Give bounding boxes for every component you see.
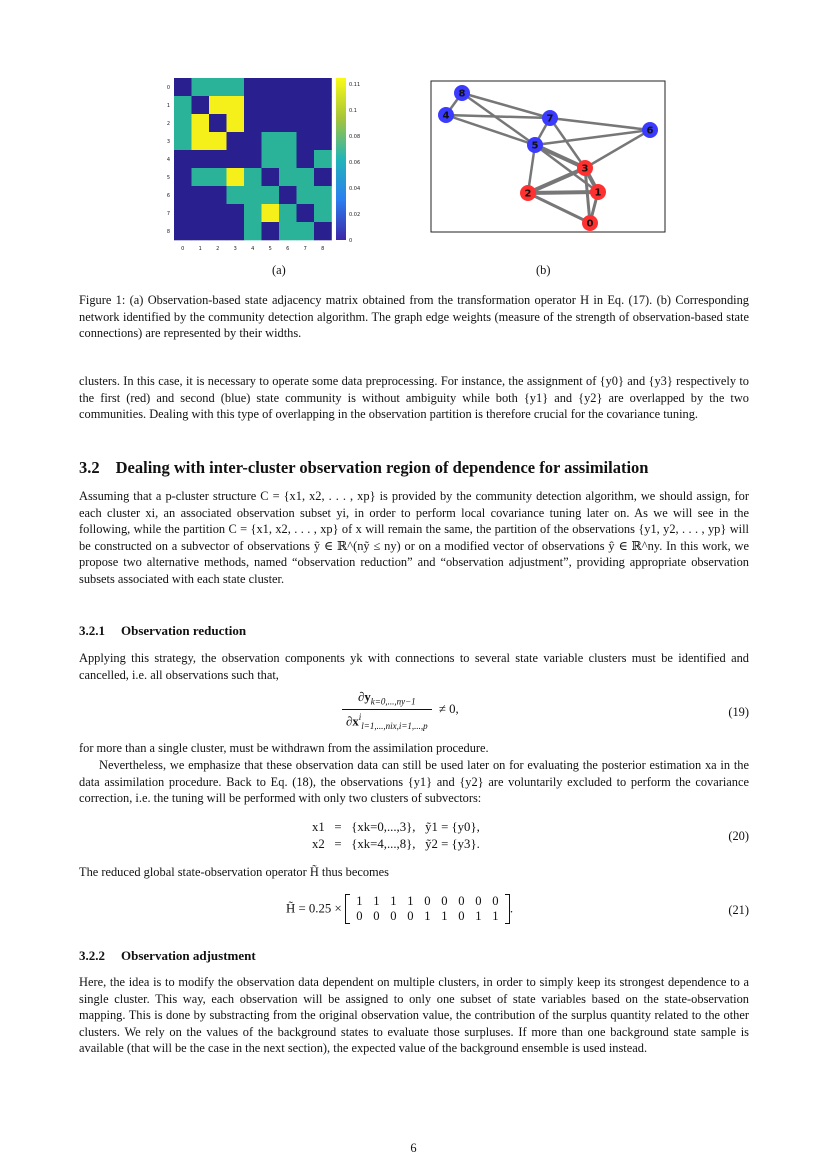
heatmap-cell xyxy=(174,96,192,114)
heatmap-cell xyxy=(244,204,262,222)
network-node-label: 1 xyxy=(594,187,602,199)
heatmap-cell xyxy=(192,168,210,186)
heatmap-cell xyxy=(262,114,280,132)
heatmap-cell xyxy=(244,78,262,96)
eq19-denominator: ∂x xyxy=(346,713,359,728)
subsection-title: Observation reduction xyxy=(121,623,247,638)
heatmap-cell xyxy=(227,186,245,204)
paragraph-more-than: for more than a single cluster, must be withdrawn from the assimilation procedure. xyxy=(79,741,489,755)
heatmap-row-tick: 3 xyxy=(166,139,170,145)
heatmap-cells xyxy=(174,78,332,240)
matrix-cell: 0 xyxy=(390,909,397,923)
heatmap-cell xyxy=(297,204,315,222)
matrix-cell: 1 xyxy=(373,894,380,908)
equation-19 xyxy=(342,690,459,730)
heatmap-row-tick: 8 xyxy=(166,229,170,235)
heatmap-cell xyxy=(192,96,210,114)
section-3-2-1-heading xyxy=(79,623,246,639)
heatmap-cell xyxy=(244,150,262,168)
heatmap-cell xyxy=(209,168,227,186)
heatmap-row-tick: 6 xyxy=(166,193,170,199)
figure-caption xyxy=(79,292,749,342)
heatmap-row-tick: 0 xyxy=(166,85,170,91)
heatmap-cell xyxy=(314,96,332,114)
matrix-cell: 0 xyxy=(492,894,499,908)
heatmap-cell xyxy=(227,150,245,168)
heatmap-cell xyxy=(174,186,192,204)
heatmap-cell xyxy=(297,222,315,240)
colorbar-tick: 0.02 xyxy=(349,212,360,218)
heatmap-colorbar xyxy=(336,78,360,244)
heatmap-col-tick: 7 xyxy=(303,246,307,252)
heatmap-row-tick: 1 xyxy=(166,103,170,109)
heatmap-cell xyxy=(262,96,280,114)
colorbar-tick: 0 xyxy=(349,238,353,244)
eq19-denominator-sup: i xyxy=(358,711,362,722)
heatmap-cell xyxy=(192,186,210,204)
heatmap-cell xyxy=(227,114,245,132)
subsection-number: 3.2.2 xyxy=(79,948,105,963)
matrix-cell: 1 xyxy=(390,894,397,908)
section-number: 3.2 xyxy=(79,458,100,477)
matrix-row xyxy=(351,894,504,909)
heatmap-row-tick: 4 xyxy=(166,157,170,163)
equation-20-row-2: x2 = {xk=4,...,8}, ỹ2 = {y3}. xyxy=(312,837,480,851)
equation-19-label: (19) xyxy=(728,705,749,719)
matrix-cell: 0 xyxy=(458,894,465,908)
paragraph-clusters: clusters. In this case, it is necessary to operate some data preprocessing. For instance, the assignment of {y0} and {y3} respectively to the first (red) and second (blue) state community is without ambiguity while both {y1} and {y2} are overlapped by the two communities. Dealing with this type of overlapping in the observation partition is therefore crucial for the covariance tuning. xyxy=(79,374,749,421)
eq21-lhs: H̃ = 0.25 × xyxy=(286,901,342,916)
heatmap-cell xyxy=(297,78,315,96)
network-edge xyxy=(528,192,598,193)
heatmap-cell xyxy=(174,168,192,186)
paragraph-assuming: Assuming that a p-cluster structure C = {x1, x2, . . . , xp} is provided by the community detection algorithm, we should assign, for each cluster xi, an associated observation subset yi, in order to perform local covariance tuning later on. As we will see in the following, while the partition C = {x1, x2, . . . , xp} of x will remain the same, the partition of the observations {y1, y2, . . . , yp} will be constructed on a subvector of observations ỹ ∈ ℝ^(nỹ ≤ ny) or on a modified vector of observations ŷ ∈ ℝ^ny. In this work, we propose two alternative methods, named “observation reduction” and “observation adjustment”, providing appropriate observation subsets associated with each state cluster. xyxy=(79,489,749,586)
matrix-cell: 1 xyxy=(441,909,448,923)
heatmap-cell xyxy=(279,132,297,150)
eq21-matrix xyxy=(345,894,510,924)
section-3-2-2-heading xyxy=(79,948,256,964)
heatmap-col-tick: 8 xyxy=(321,246,325,252)
heatmap-cell xyxy=(262,150,280,168)
community-network-graph xyxy=(430,80,670,236)
paragraph-nevertheless: Nevertheless, we emphasize that these observation data can still be used later on for evaluating the posterior estimation xa in the data assimilation procedure. Back to Eq. (18), the observations {y1} and {y2} are voluntarily excluded to perform the covariance correction, i.e. the tuning will be performed with only two clusters of subvectors: xyxy=(79,758,749,805)
heatmap-cell xyxy=(279,222,297,240)
heatmap-cell xyxy=(174,114,192,132)
colorbar-tick: 0.06 xyxy=(349,160,360,166)
heatmap-col-tick: 4 xyxy=(251,246,255,252)
heatmap-cell xyxy=(209,204,227,222)
network-node-label: 7 xyxy=(546,113,554,125)
caption-text: (a) Observation-based state adjacency matrix obtained from the transformation operator H in Eq. (17). (b) Corresponding network identified by the community detection algorithm. The graph edge weights (measure of the strength of observation-based state connections) are represented by their widths. xyxy=(79,293,749,340)
heatmap-cell xyxy=(209,132,227,150)
heatmap-cell xyxy=(279,114,297,132)
matrix-cell: 0 xyxy=(441,894,448,908)
heatmap-cell xyxy=(297,132,315,150)
heatmap-cell xyxy=(297,114,315,132)
colorbar-gradient xyxy=(336,78,346,240)
heatmap-cell xyxy=(227,132,245,150)
equation-21 xyxy=(286,894,513,924)
eq19-numerator-sub: k=0,...,ny−1 xyxy=(370,696,416,707)
heatmap-cell xyxy=(297,96,315,114)
heatmap-col-tick: 0 xyxy=(181,246,185,252)
heatmap-cell xyxy=(209,96,227,114)
equation-20-row-1: x1 = {xk=0,...,3}, ỹ1 = {y0}, xyxy=(312,820,480,834)
heatmap-cell xyxy=(279,168,297,186)
caption-prefix: Figure 1: xyxy=(79,293,126,307)
network-node-label: 8 xyxy=(458,88,466,100)
heatmap-cell xyxy=(227,222,245,240)
heatmap-cell xyxy=(244,186,262,204)
eq19-rhs: ≠ 0, xyxy=(438,702,459,717)
matrix-cell: 1 xyxy=(356,894,363,908)
eq19-denominator-sub: l=1,...,nix,i=1,...,p xyxy=(361,720,428,731)
heatmap-cell xyxy=(174,204,192,222)
adjacency-matrix-heatmap xyxy=(160,72,360,252)
network-node-label: 2 xyxy=(524,188,532,200)
colorbar-tick: 0.08 xyxy=(349,134,360,140)
heatmap-cell xyxy=(244,168,262,186)
heatmap-cell xyxy=(314,78,332,96)
heatmap-cell xyxy=(244,132,262,150)
network-node-label: 0 xyxy=(586,218,594,230)
heatmap-cell xyxy=(262,132,280,150)
network-frame xyxy=(431,81,665,232)
heatmap-cell xyxy=(314,168,332,186)
heatmap-cell xyxy=(262,222,280,240)
heatmap-col-ticks xyxy=(181,246,324,252)
colorbar-tick: 0.11 xyxy=(349,82,360,88)
heatmap-cell xyxy=(314,186,332,204)
heatmap-cell xyxy=(227,96,245,114)
colorbar-tick: 0.04 xyxy=(349,186,360,192)
equation-20-label: (20) xyxy=(728,829,749,843)
section-title: Dealing with inter-cluster observation region of dependence for assimilation xyxy=(115,458,649,477)
heatmap-row-ticks xyxy=(167,85,170,235)
heatmap-cell xyxy=(227,168,245,186)
page-number: 6 xyxy=(410,1141,417,1155)
matrix-cell: 0 xyxy=(475,894,482,908)
heatmap-cell xyxy=(314,132,332,150)
heatmap-row-tick: 2 xyxy=(166,121,170,127)
matrix-cell: 1 xyxy=(475,909,482,923)
heatmap-cell xyxy=(262,186,280,204)
heatmap-cell xyxy=(192,222,210,240)
subfigure-b-label: (b) xyxy=(536,263,551,277)
heatmap-cell xyxy=(244,222,262,240)
heatmap-cell xyxy=(227,78,245,96)
heatmap-cell xyxy=(209,222,227,240)
paragraph-applying: Applying this strategy, the observation components yk with connections to several state variable clusters must be identified and cancelled, i.e. all observations such that, xyxy=(79,651,749,682)
matrix-cell: 0 xyxy=(458,909,465,923)
network-node-label: 4 xyxy=(442,110,450,122)
heatmap-cell xyxy=(174,150,192,168)
eq21-tail: . xyxy=(509,901,514,916)
heatmap-cell xyxy=(209,78,227,96)
heatmap-cell xyxy=(192,132,210,150)
section-3-2-heading xyxy=(79,458,648,478)
heatmap-col-tick: 6 xyxy=(286,246,290,252)
heatmap-cell xyxy=(297,186,315,204)
heatmap-cell xyxy=(174,222,192,240)
heatmap-row-tick: 7 xyxy=(166,211,170,217)
heatmap-cell xyxy=(279,186,297,204)
heatmap-cell xyxy=(244,96,262,114)
matrix-cell: 0 xyxy=(373,909,380,923)
heatmap-row-tick: 5 xyxy=(166,175,170,181)
heatmap-col-tick: 3 xyxy=(233,246,237,252)
paragraph-here: Here, the idea is to modify the observation data dependent on multiple clusters, in order to simply keep its strongest dependence to a single cluster. This way, each observation will be assigned to only one subset of state variables based on the state-observation mapping. This is done by substracting from the original observation value, the contribution of the surplus quantity related to the other clusters. We rely on the values of the background states to evaluate those surpluses. If more than one background state sample is available (that will be the case in the next section), the expected value of the background ensemble is used instead. xyxy=(79,975,749,1055)
equation-21-label: (21) xyxy=(728,903,749,917)
heatmap-cell xyxy=(314,222,332,240)
heatmap-cell xyxy=(262,78,280,96)
heatmap-cell xyxy=(314,204,332,222)
heatmap-cell xyxy=(279,150,297,168)
heatmap-cell xyxy=(314,150,332,168)
heatmap-cell xyxy=(314,114,332,132)
heatmap-cell xyxy=(174,132,192,150)
heatmap-cell xyxy=(174,78,192,96)
heatmap-cell xyxy=(209,114,227,132)
matrix-cell: 1 xyxy=(407,894,414,908)
heatmap-cell xyxy=(192,204,210,222)
matrix-row xyxy=(351,909,504,924)
subsection-number: 3.2.1 xyxy=(79,623,105,638)
heatmap-cell xyxy=(297,150,315,168)
eq19-numerator: ∂y xyxy=(358,690,371,704)
heatmap-cell xyxy=(192,114,210,132)
heatmap-cell xyxy=(227,204,245,222)
subfigure-a-label: (a) xyxy=(272,263,286,277)
heatmap-cell xyxy=(209,186,227,204)
heatmap-cell xyxy=(244,114,262,132)
heatmap-cell xyxy=(279,204,297,222)
matrix-cell: 1 xyxy=(492,909,499,923)
heatmap-col-tick: 5 xyxy=(268,246,272,252)
heatmap-cell xyxy=(262,204,280,222)
network-node-label: 5 xyxy=(531,140,539,152)
heatmap-cell xyxy=(297,168,315,186)
matrix-cell: 0 xyxy=(407,909,414,923)
heatmap-cell xyxy=(209,150,227,168)
heatmap-col-tick: 2 xyxy=(216,246,220,252)
colorbar-tick: 0.1 xyxy=(349,108,357,114)
eq19-fraction xyxy=(342,690,432,730)
matrix-cell: 0 xyxy=(356,909,363,923)
heatmap-cell xyxy=(279,78,297,96)
paragraph-reduced: The reduced global state-observation operator H̃ thus becomes xyxy=(79,865,390,879)
heatmap-cell xyxy=(262,168,280,186)
network-node-label: 6 xyxy=(646,125,654,137)
heatmap-col-tick: 1 xyxy=(198,246,202,252)
heatmap-cell xyxy=(279,96,297,114)
network-node-label: 3 xyxy=(581,163,589,175)
heatmap-cell xyxy=(192,78,210,96)
heatmap-cell xyxy=(192,150,210,168)
matrix-cell: 0 xyxy=(424,894,431,908)
subsection-title: Observation adjustment xyxy=(121,948,256,963)
matrix-cell: 1 xyxy=(424,909,431,923)
